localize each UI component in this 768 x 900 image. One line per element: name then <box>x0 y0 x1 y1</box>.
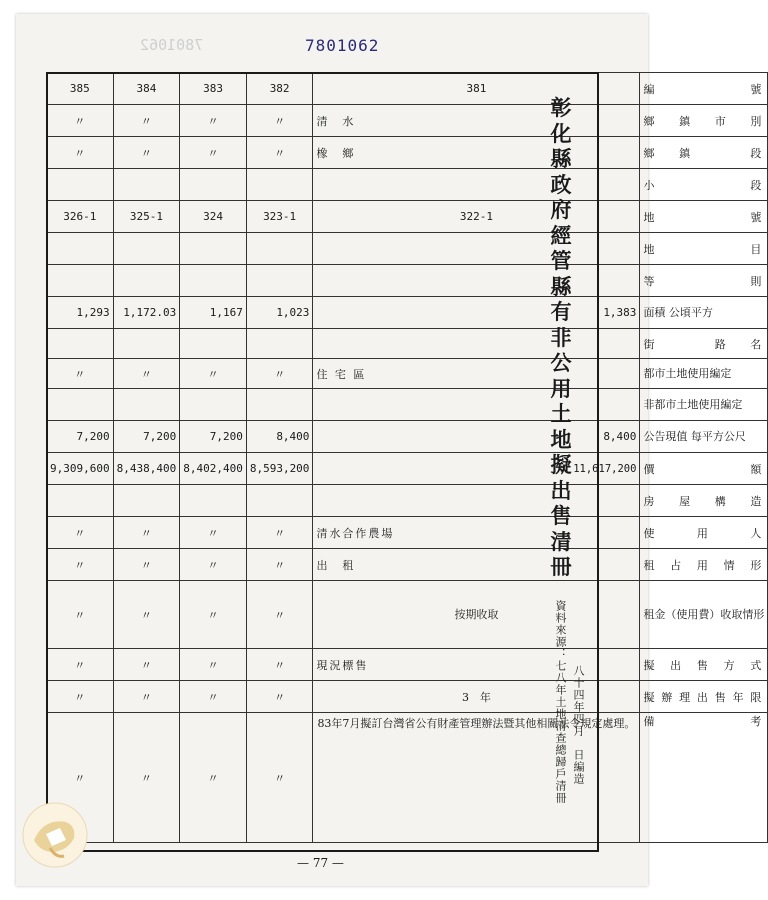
row-label: 小 段 <box>640 169 768 201</box>
table-cell: 〃 <box>180 713 247 843</box>
table-cell: 〃 <box>47 549 114 581</box>
table-cell: 8,402,400 <box>180 453 247 485</box>
table-cell: 住 宅 區 <box>313 359 640 389</box>
table-cell: 〃 <box>246 681 313 713</box>
row-label: 等 則 <box>640 265 768 297</box>
table-cell: 〃 <box>180 105 247 137</box>
table-cell: 〃 <box>246 713 313 843</box>
row-label: 編 號 <box>640 73 768 105</box>
table-cell: 323-1 <box>246 201 313 233</box>
row-label: 鄉鎮市別 <box>640 105 768 137</box>
table-cell: 324 <box>180 201 247 233</box>
table-cell: 1,023 <box>246 297 313 329</box>
row-label: 公告現值 每平方公尺 <box>640 421 768 453</box>
table-cell: 〃 <box>113 517 180 549</box>
table-cell: 83年7月擬訂台灣省公有財產管理辦法暨其他相關法令規定處理。 <box>313 713 640 843</box>
table-cell: 〃 <box>47 649 114 681</box>
document-number: 7801062 <box>305 36 380 55</box>
row-label: 面積 公頃平方 <box>640 297 768 329</box>
table-cell: 〃 <box>113 681 180 713</box>
table-cell: 326-1 <box>47 201 114 233</box>
table-cell: 8,438,400 <box>113 453 180 485</box>
table-cell: 〃 <box>113 359 180 389</box>
row-label: 使 用 人 <box>640 517 768 549</box>
page-number: — 77 — <box>297 856 344 870</box>
table-cell: 清 水 <box>313 105 640 137</box>
row-label: 都市土地使用編定 <box>640 359 768 389</box>
table-cell: 382 <box>246 73 313 105</box>
table-cell: 〃 <box>113 137 180 169</box>
table-cell: 〃 <box>180 359 247 389</box>
table-cell: 〃 <box>180 137 247 169</box>
row-label: 價 額 <box>640 453 768 485</box>
table-cell: 11,617,200 <box>313 453 640 485</box>
table-cell: 8,593,200 <box>246 453 313 485</box>
table-cell: 385 <box>47 73 114 105</box>
table-cell: 〃 <box>47 105 114 137</box>
table-cell: 7,200 <box>180 421 247 453</box>
table-cell: 〃 <box>113 581 180 649</box>
row-label: 備 考 <box>640 713 768 843</box>
table-cell: 8,400 <box>313 421 640 453</box>
table-cell: 1,383 <box>313 297 640 329</box>
table-cell: 〃 <box>113 549 180 581</box>
table-cell: 〃 <box>47 681 114 713</box>
table-cell: 〃 <box>246 105 313 137</box>
table-cell: 7,200 <box>47 421 114 453</box>
table-frame <box>46 72 599 852</box>
row-label: 擬辦理出售年限 <box>640 681 768 713</box>
row-label: 擬出售方式 <box>640 649 768 681</box>
document-title: 彰化縣政府經管縣有非公用土地擬出售清冊 <box>550 95 572 579</box>
table-cell: 〃 <box>47 713 114 843</box>
table-cell: 8,400 <box>246 421 313 453</box>
table-cell: 〃 <box>246 359 313 389</box>
table-cell: 〃 <box>47 581 114 649</box>
table-cell: 〃 <box>180 549 247 581</box>
row-label: 租占用情形 <box>640 549 768 581</box>
table-cell: 〃 <box>47 517 114 549</box>
table-cell: 〃 <box>180 517 247 549</box>
table-cell: 〃 <box>180 649 247 681</box>
table-cell: 〃 <box>246 137 313 169</box>
table-cell: 清水合作農場 <box>313 517 640 549</box>
table-cell: 1,172.03 <box>113 297 180 329</box>
row-label: 地 號 <box>640 201 768 233</box>
archive-watermark-icon <box>20 800 90 870</box>
table-cell: 〃 <box>246 581 313 649</box>
table-cell: 381 <box>313 73 640 105</box>
table-cell: 〃 <box>113 105 180 137</box>
table-cell: 出 租 <box>313 549 640 581</box>
date-note: 八十四年四月 日編造 <box>572 665 585 785</box>
table-cell: 〃 <box>180 681 247 713</box>
row-label: 街 路名 <box>640 329 768 359</box>
table-cell: 〃 <box>113 649 180 681</box>
table-cell: 〃 <box>246 549 313 581</box>
table-cell: 9,309,600 <box>47 453 114 485</box>
table-cell: 〃 <box>246 517 313 549</box>
table-cell: 325-1 <box>113 201 180 233</box>
table-cell: 〃 <box>47 137 114 169</box>
source-note: 資料來源：七八年土地清查總歸戶清冊 <box>554 600 567 804</box>
table-cell: 1,293 <box>47 297 114 329</box>
row-label: 非都市土地使用編定 <box>640 389 768 421</box>
bleed-through-number: 7801062 <box>140 36 204 54</box>
table-cell: 1,167 <box>180 297 247 329</box>
table-cell: 〃 <box>246 649 313 681</box>
table-cell: 〃 <box>113 713 180 843</box>
table-cell: 7,200 <box>113 421 180 453</box>
table-cell: 3 年 <box>313 681 640 713</box>
table-cell: 384 <box>113 73 180 105</box>
table-cell: 〃 <box>180 581 247 649</box>
row-label: 鄉鎮 段 <box>640 137 768 169</box>
table-cell: 〃 <box>47 359 114 389</box>
table-cell: 322-1 <box>313 201 640 233</box>
table-cell: 383 <box>180 73 247 105</box>
row-label: 地 目 <box>640 233 768 265</box>
row-label: 房屋構造 <box>640 485 768 517</box>
table-cell: 現況標售 <box>313 649 640 681</box>
table-cell: 橡 鄉 <box>313 137 640 169</box>
table-cell: 按期收取 <box>313 581 640 649</box>
row-label: 租金（使用費）收取情形 <box>640 581 768 649</box>
